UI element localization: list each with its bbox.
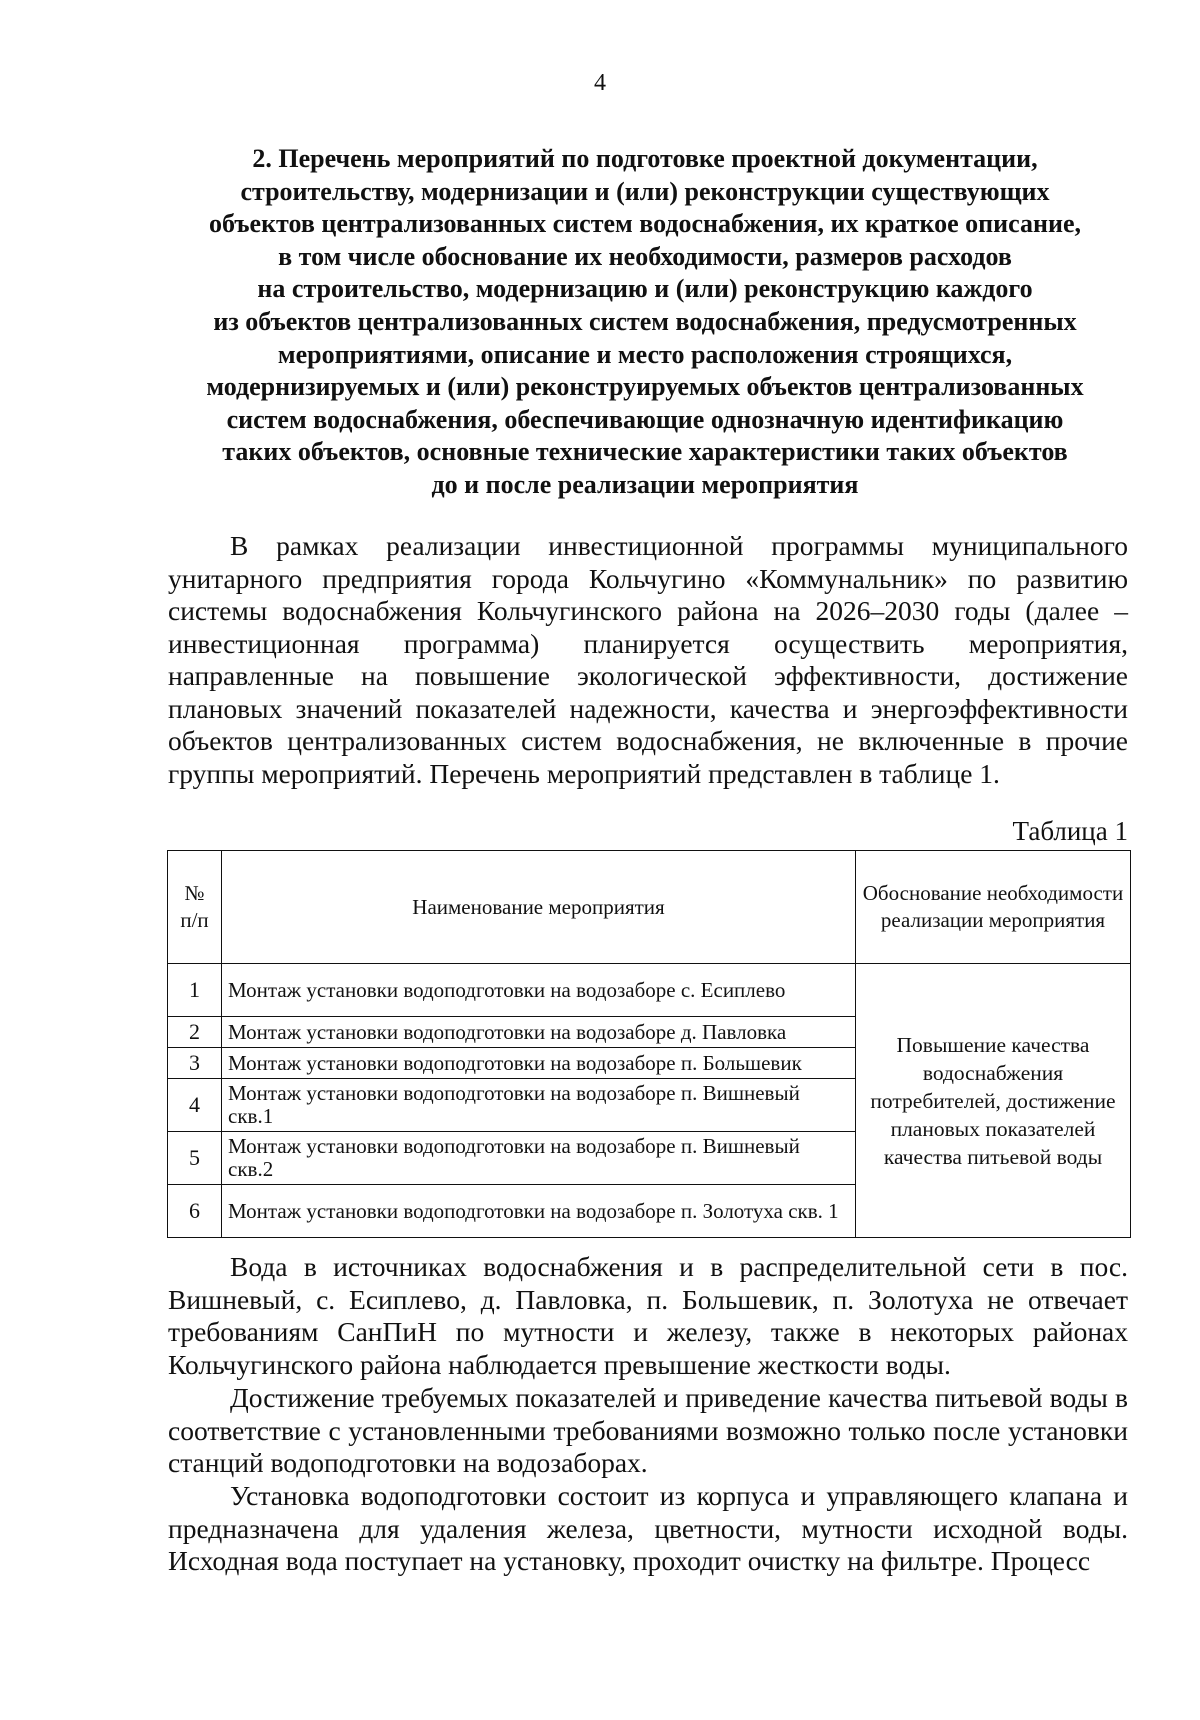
row-number: 1 [168, 964, 222, 1017]
row-number: 6 [168, 1185, 222, 1238]
row-number: 3 [168, 1048, 222, 1079]
row-number: 4 [168, 1079, 222, 1132]
table-header-row [168, 851, 1131, 964]
row-name: Монтаж установки водоподготовки на водозаборе п. Большевик [222, 1048, 856, 1079]
row-number: 2 [168, 1017, 222, 1048]
section-heading [160, 143, 1130, 502]
header-justification: Обоснование необходимости реализации мероприятия [856, 851, 1131, 964]
table-row [168, 964, 1131, 1017]
justification-cell: Повышение качества водоснабжения потребителей, достижение плановых показателей качества питьевой воды [856, 964, 1131, 1238]
row-name: Монтаж установки водоподготовки на водозаборе с. Есиплево [222, 964, 856, 1017]
requirements-paragraph: Достижение требуемых показателей и приведение качества питьевой воды в соответствие с установленными требованиями возможно только после установки станций водоподготовки на водозаборах. [168, 1382, 1128, 1478]
row-name: Монтаж установки водоподготовки на водозаборе п. Вишневый скв.1 [222, 1079, 856, 1132]
row-name: Монтаж установки водоподготовки на водозаборе п. Вишневый скв.2 [222, 1132, 856, 1185]
measures-table [167, 850, 1131, 1238]
heading-line: объектов централизованных систем водоснабжения, их краткое описание, [209, 209, 1081, 239]
heading-line: из объектов централизованных систем водоснабжения, предусмотренных [213, 306, 1077, 336]
heading-line: мероприятиями, описание и место расположения строящихся, [277, 339, 1013, 369]
row-number: 5 [168, 1132, 222, 1185]
heading-line: до и после реализации мероприятия [431, 469, 859, 499]
heading-line: 2. Перечень мероприятий по подготовке проектной документации, [252, 144, 1038, 173]
heading-line: систем водоснабжения, обеспечивающие однозначную идентификацию [226, 404, 1064, 434]
installation-paragraph: Установка водоподготовки состоит из корпуса и управляющего клапана и предназначена для удаления железа, цветности, мутности исходной воды. Исходная вода поступает на установку, проходит очистку на фильтре. Процесс [168, 1480, 1128, 1576]
heading-line: строительству, модернизации и (или) реконструкции существующих [240, 176, 1050, 206]
row-name: Монтаж установки водоподготовки на водозаборе п. Золотуха скв. 1 [222, 1185, 856, 1238]
heading-line: модернизируемых и (или) реконструируемых объектов централизованных [206, 372, 1084, 402]
water-quality-paragraph: Вода в источниках водоснабжения и в распределительной сети в пос. Вишневый, с. Есиплево, д. Павловка, п. Большевик, п. Золотуха не отвечает требованиям СанПиН по мутности и железу, также в некоторых районах Кольчугинского района наблюдается превышение жесткости воды. [168, 1251, 1128, 1380]
intro-paragraph: В рамках реализации инвестиционной программы муниципального унитарного предприятия города Кольчугино «Коммунальник» по развитию системы водоснабжения Кольчугинского района на 2026–2030 годы (далее – инвестиционная программа) планируется осуществить мероприятия, направленные на повышение экологической эффективности, достижение плановых значений показателей надежности, качества и энергоэффективности объектов централизованных систем водоснабжения, не включенные в прочие группы мероприятий. Перечень мероприятий представлен в таблице 1. [168, 530, 1128, 789]
header-name: Наименование мероприятия [222, 851, 856, 964]
heading-line: на строительство, модернизацию и (или) реконструкцию каждого [257, 274, 1033, 304]
row-name: Монтаж установки водоподготовки на водозаборе д. Павловка [222, 1017, 856, 1048]
heading-line: в том числе обоснование их необходимости, размеров расходов [278, 241, 1012, 271]
heading-line: таких объектов, основные технические характеристики таких объектов [222, 437, 1068, 467]
page-number: 4 [594, 70, 606, 96]
table-caption: Таблица 1 [1012, 816, 1128, 846]
header-number: № п/п [168, 851, 222, 964]
